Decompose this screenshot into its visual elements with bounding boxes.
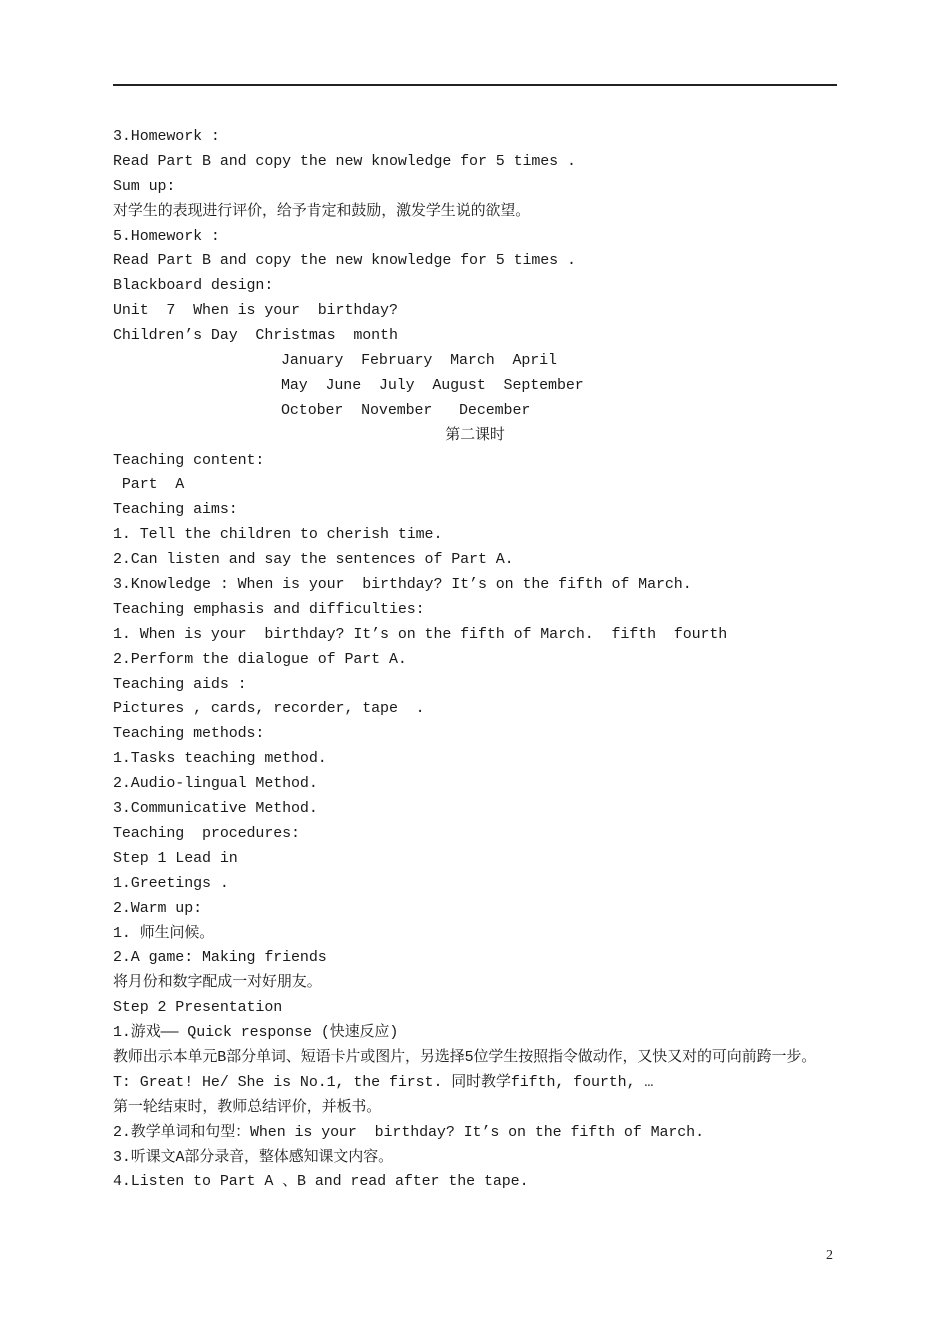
text-paragraph: 教师出示本单元B部分单词、短语卡片或图片，另选择5位学生按照指令做动作，又快又对的可向前跨一步。	[113, 1048, 817, 1066]
text-line: 1.游戏—— Quick response (快速反应)	[113, 1024, 399, 1042]
text-line: 3.Communicative Method.	[113, 800, 318, 818]
text-line: 2.Perform the dialogue of Part A.	[113, 650, 407, 668]
text-line: Teaching content:	[113, 451, 265, 469]
text-line: Read Part B and copy the new knowledge for 5 times .	[113, 152, 576, 170]
text-line: Teaching emphasis and difficulties:	[113, 600, 425, 618]
months-line: January February March April	[281, 352, 557, 370]
text-line: T: Great! He/ She is No.1, the first. 同时教学fifth, fourth, …	[113, 1073, 654, 1091]
text-line: 1. When is your birthday? It’s on the fifth of March. fifth fourth	[113, 625, 728, 643]
text-line: 3.Homework :	[113, 128, 220, 145]
text-line: Teaching aids :	[113, 675, 247, 693]
text-line: Pictures , cards, recorder, tape .	[113, 700, 425, 718]
text-line: Teaching aims:	[113, 501, 238, 519]
months-line: October November December	[281, 401, 531, 419]
text-line: 1.Greetings .	[113, 874, 229, 892]
text-line: 5.Homework :	[113, 227, 220, 245]
text-line: 2.Audio-lingual Method.	[113, 775, 318, 793]
text-line: 2.Warm up:	[113, 899, 203, 917]
text-line: 1. Tell the children to cherish time.	[113, 526, 443, 544]
header-rule	[113, 84, 837, 86]
text-line: 第一轮结束时，教师总结评价，并板书。	[113, 1098, 382, 1116]
page-number: 2	[826, 1248, 833, 1263]
text-line: 3.听课文A部分录音，整体感知课文内容。	[113, 1148, 394, 1166]
text-line: 2.A game: Making friends	[113, 949, 327, 967]
text-line: Blackboard design:	[113, 277, 274, 295]
text-line: 2.Can listen and say the sentences of Part A.	[113, 551, 514, 569]
text-line: Sum up:	[113, 177, 176, 195]
document-body	[113, 125, 837, 1195]
text-line: Read Part B and copy the new knowledge for 5 times .	[113, 252, 576, 270]
text-line: Unit 7 When is your birthday?	[113, 302, 398, 320]
text-line: Children’s Day Christmas month	[113, 327, 398, 345]
text-line: Teaching methods:	[113, 725, 265, 743]
text-line: Step 1 Lead in	[113, 849, 238, 867]
text-line: 对学生的表现进行评价，给予肯定和鼓励，激发学生说的欲望。	[113, 202, 531, 220]
text-line: Step 2 Presentation	[113, 999, 283, 1017]
text-line: Teaching procedures:	[113, 824, 300, 842]
section-heading: 第二课时	[445, 426, 505, 444]
text-line: 1. 师生问候。	[113, 924, 215, 942]
text-line: Part A	[113, 476, 185, 494]
text-line: 将月份和数字配成一对好朋友。	[113, 974, 322, 992]
months-line: May June July August September	[281, 376, 584, 394]
text-line: 3.Knowledge : When is your birthday? It’s on the fifth of March.	[113, 576, 692, 594]
text-line: 4.Listen to Part A 、B and read after the tape.	[113, 1173, 529, 1191]
text-line: 2.教学单词和句型：When is your birthday? It’s on the fifth of March.	[113, 1123, 704, 1141]
text-line: 1.Tasks teaching method.	[113, 750, 327, 768]
